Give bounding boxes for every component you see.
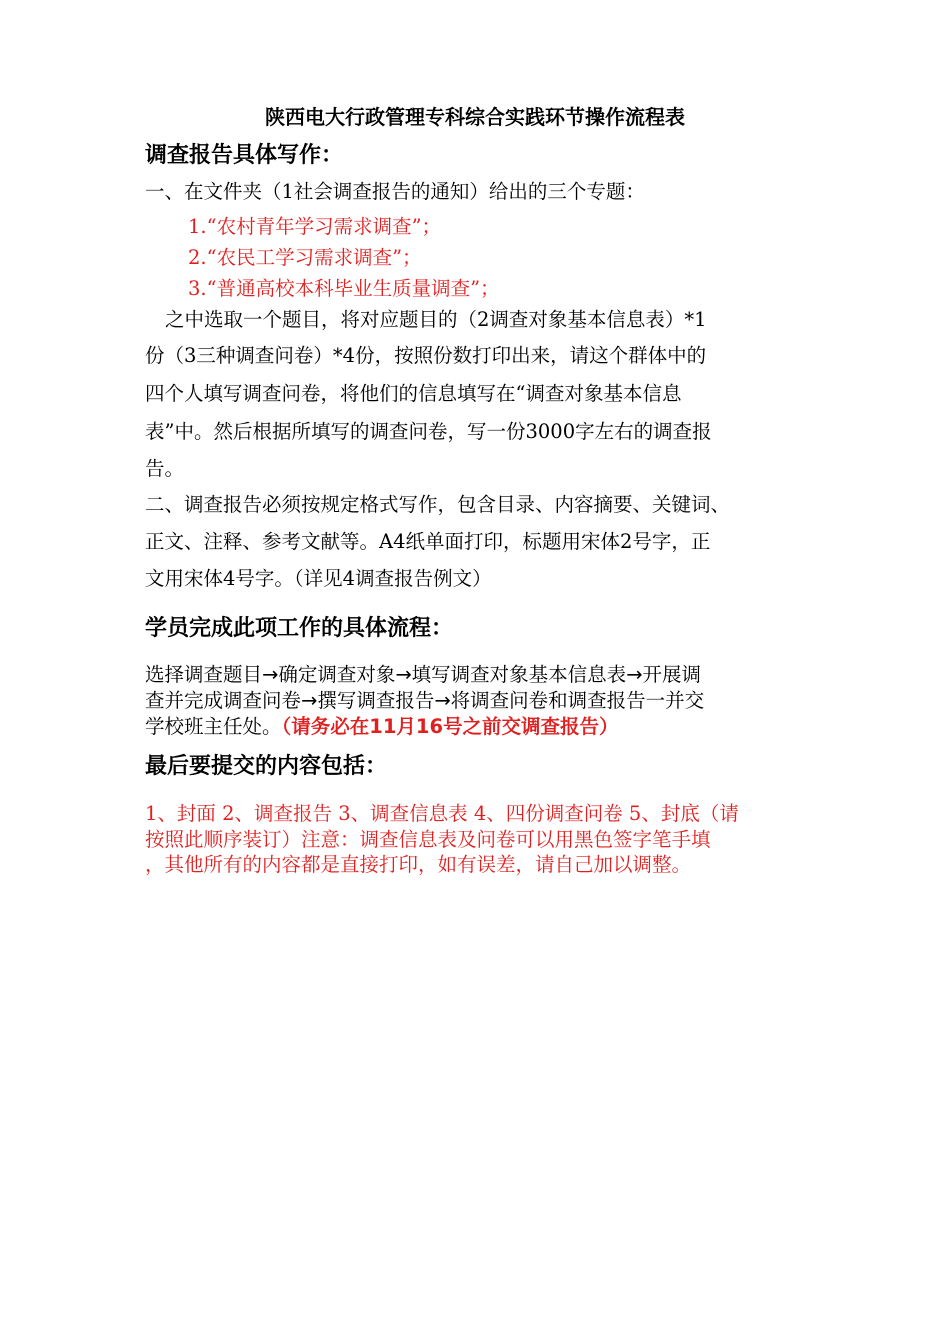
topic-item: 1.“农村青年学习需求调查”； — [188, 215, 442, 238]
workflow-line: 查并完成调查问卷→撰写调查报告→将调查问卷和调查报告一并交 — [145, 689, 705, 712]
submission-line: 按照此顺序装订）注意：调查信息表及问卷可以用黑色签字笔手填 — [145, 828, 711, 851]
item2-line: 正文、注释、参考文献等。A4纸单面打印，标题用宋体2号字，正 — [145, 530, 711, 553]
workflow-line: 选择调查题目→确定调查对象→填写调查对象基本信息表→开展调 — [145, 663, 702, 686]
section-heading-workflow: 学员完成此项工作的具体流程： — [145, 616, 454, 641]
topic-item: 2.“农民工学习需求调查”； — [188, 246, 422, 269]
topic-item: 3.“普通高校本科毕业生质量调查”； — [188, 277, 500, 300]
deadline-notice: （请务必在11月16号之前交调查报告） — [281, 715, 619, 738]
item1-body-line: 表”中。然后根据所填写的调查问卷，写一份3000字左右的调查报 — [145, 420, 712, 443]
workflow-line-text: 学校班主任处。 — [145, 715, 282, 738]
item1-body-line: 之中选取一个题目，将对应题目的（2调查对象基本信息表）*1 — [165, 308, 707, 331]
workflow-line-last — [145, 714, 825, 740]
submission-line: 1、封面 2、调查报告 3、调查信息表 4、四份调查问卷 5、封底（请 — [145, 802, 739, 825]
item2-line: 文用宋体4号字。（详见4调查报告例文） — [145, 567, 492, 590]
item1-intro: 一、在文件夹（1社会调查报告的通知）给出的三个专题： — [145, 180, 645, 203]
submission-line: ，其他所有的内容都是直接打印，如有误差，请自己加以调整。 — [145, 853, 692, 876]
item2-line: 二、调查报告必须按规定格式写作，包含目录、内容摘要、关键词、 — [145, 493, 731, 516]
section-heading-report-writing: 调查报告具体写作： — [145, 143, 344, 168]
section-heading-submission: 最后要提交的内容包括： — [145, 754, 388, 779]
item1-body-line: 四个人填写调查问卷，将他们的信息填写在“调查对象基本信息 — [145, 382, 682, 405]
item1-body-line: 份（3三种调查问卷）*4份，按照份数打印出来，请这个群体中的 — [145, 344, 707, 367]
item1-body-line: 告。 — [145, 457, 185, 480]
document-title: 陕西电大行政管理专科综合实践环节操作流程表 — [265, 105, 685, 129]
